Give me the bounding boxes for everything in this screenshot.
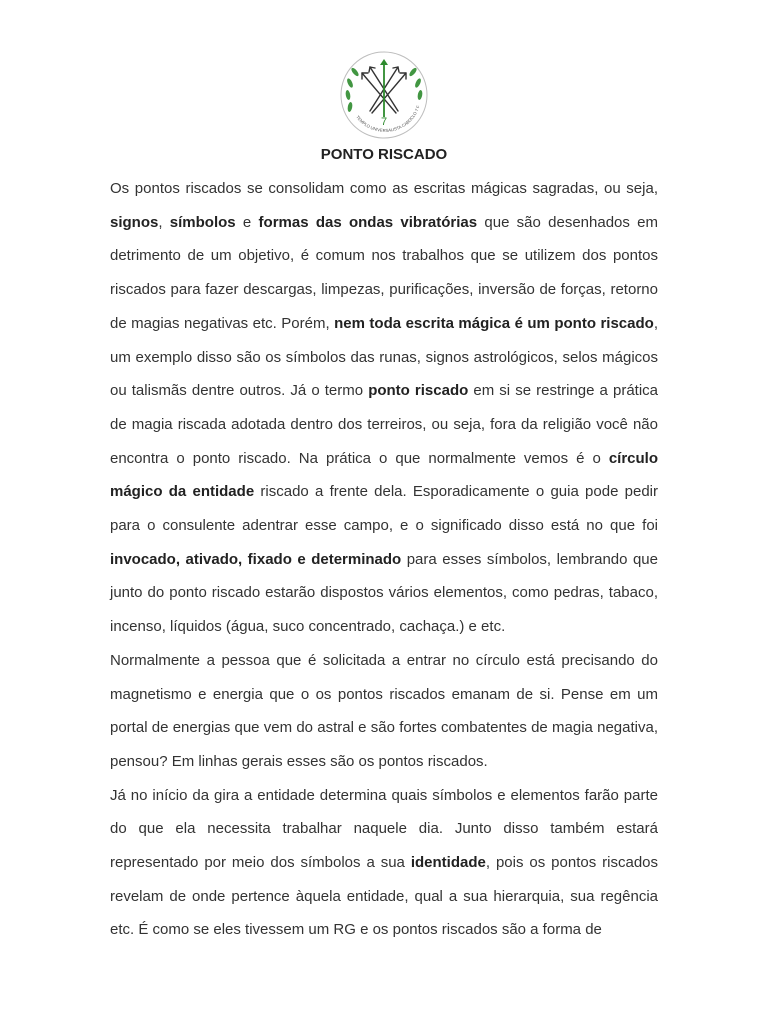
logo bbox=[334, 45, 434, 145]
bold-text: círculo mágico da entidade bbox=[110, 449, 658, 501]
bold-text: formas das ondas vibratórias bbox=[258, 213, 478, 231]
bold-text: invocado, ativado, fixado e determinado bbox=[110, 550, 402, 568]
text-run: que são desenhados em detrimento de um objetivo, é comum nos trabalhos que se utilizem dos pontos riscados para fazer descargas, limpezas, purificações, inversão de forças, retorno de magias negativas etc. Porém, bbox=[110, 213, 658, 332]
paragraph bbox=[110, 779, 658, 948]
text-run: para esses símbolos, lembrando que junto do ponto riscado estarão dispostos vários elementos, como pedras, tabaco, incenso, líquidos (água, suco concentrado, cachaça.) e etc. bbox=[110, 550, 658, 636]
text-run: Os pontos riscados se consolidam como as escritas mágicas sagradas, ou seja, bbox=[110, 180, 658, 197]
arrows-emblem-icon bbox=[334, 45, 434, 145]
logo-number: 7 bbox=[380, 116, 388, 128]
paragraph bbox=[110, 644, 658, 779]
paragraph bbox=[110, 172, 658, 644]
bold-text: símbolos bbox=[169, 213, 236, 231]
page-title: PONTO RISCADO bbox=[320, 146, 448, 163]
body-text bbox=[110, 172, 658, 947]
text-run: , bbox=[158, 213, 170, 231]
text-run: , pois os pontos riscados revelam de onde pertence àquela entidade, qual a sua hierarquia, sua regência etc. É como se eles tivessem um RG e os pontos riscados são a forma de bbox=[110, 854, 658, 939]
text-run: Já no início da gira a entidade determina quais símbolos e elementos farão parte do que ela necessita trabalhar naquele dia. Junto disso também estará representado por meio dos símbolos a sua bbox=[110, 786, 658, 872]
text-run: em si se restringe a prática de magia riscada adotada dentro dos terreiros, ou seja, fora da religião você não encontra o ponto riscado. Na prática o que normalmente vemos é o bbox=[110, 382, 658, 467]
bold-text: signos bbox=[110, 213, 159, 231]
text-run: , um exemplo disso são os símbolos das runas, signos astrológicos, selos mágicos ou talismãs dentre outros. Já o termo bbox=[110, 314, 658, 400]
logo-ring-text: TEMPLO UNIVERSALISTA CABOCLO 7 F bbox=[355, 104, 421, 133]
text-run: e bbox=[235, 213, 259, 231]
bold-text: ponto riscado bbox=[368, 382, 469, 400]
text-run: Normalmente a pessoa que é solicitada a entrar no círculo está precisando do magnetismo e energia que o os pontos riscados emanam de si. Pense em um portal de energias que vem do astral e são fortes combatentes de magia negativa, pensou? Em linhas gerais esses são os pontos riscados. bbox=[110, 651, 658, 770]
bold-text: identidade bbox=[410, 854, 486, 872]
bold-text: nem toda escrita mágica é um ponto riscado bbox=[334, 314, 654, 332]
text-run: riscado a frente dela. Esporadicamente o guia pode pedir para o consulente adentrar esse campo, e o significado disso está no que foi bbox=[110, 483, 658, 535]
